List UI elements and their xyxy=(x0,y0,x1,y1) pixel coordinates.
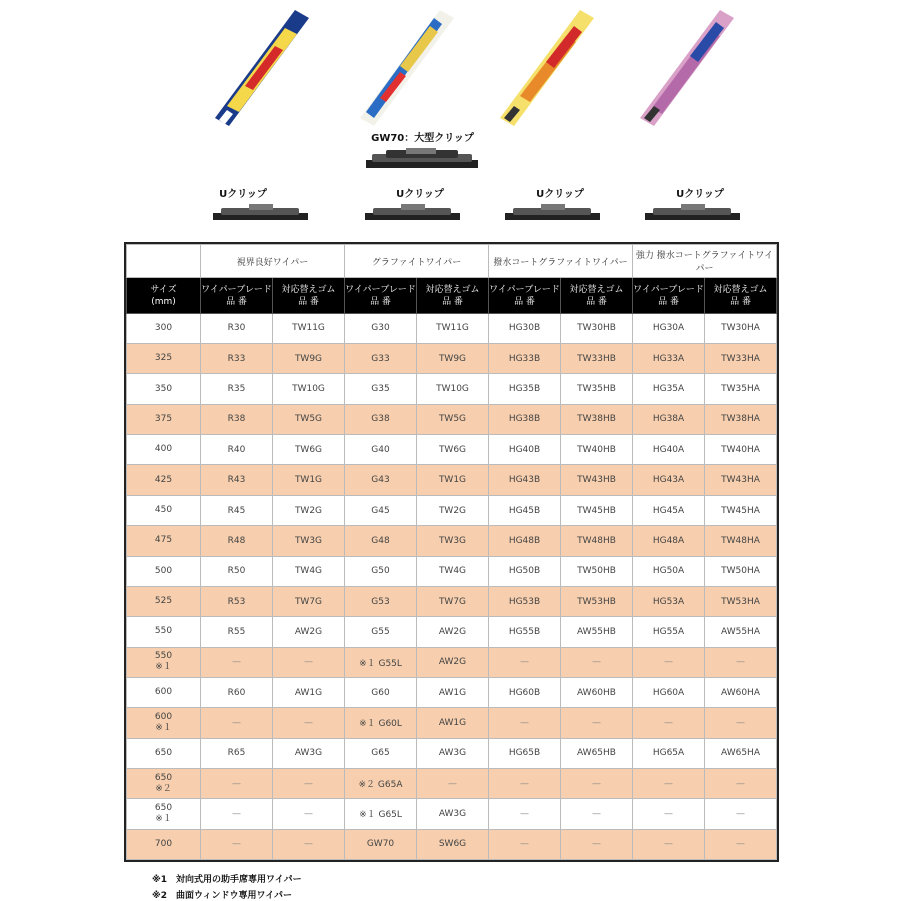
blade-part-cell: R55 xyxy=(201,617,273,647)
size-cell: 600 ※１ xyxy=(127,708,201,738)
blade-part-cell: G65 xyxy=(345,738,417,768)
blade-part-cell: G53 xyxy=(345,586,417,616)
rubber-part-cell: TW50HA xyxy=(705,556,777,586)
blade-part-cell: R65 xyxy=(201,738,273,768)
blade-part-cell: R48 xyxy=(201,526,273,556)
u-clip-image-4 xyxy=(645,201,740,225)
blade-part-cell: HG50B xyxy=(489,556,561,586)
blade-part-cell: R53 xyxy=(201,586,273,616)
blade-part-cell: G60 xyxy=(345,677,417,707)
table-row xyxy=(127,465,777,495)
rubber-part-cell: TW7G xyxy=(273,586,345,616)
blade-part-cell: G43 xyxy=(345,465,417,495)
rubber-part-cell: AW1G xyxy=(273,677,345,707)
blade-part-cell: HG45B xyxy=(489,495,561,525)
blade-part-cell: R50 xyxy=(201,556,273,586)
category-blank xyxy=(127,245,201,278)
rubber-part-cell: TW38HA xyxy=(705,404,777,434)
blade-part-cell: HG35A xyxy=(633,374,705,404)
u-clip-label-3: Uクリップ xyxy=(536,189,584,200)
blade-part-cell: — xyxy=(489,647,561,677)
blade-part-cell: R45 xyxy=(201,495,273,525)
size-cell: 550 ※１ xyxy=(127,647,201,677)
rubber-part-cell: TW1G xyxy=(273,465,345,495)
blade-part-cell: HG65B xyxy=(489,738,561,768)
rubber-part-cell: TW43HA xyxy=(705,465,777,495)
blade-part-cell: HG43B xyxy=(489,465,561,495)
size-cell: 500 xyxy=(127,556,201,586)
rubber-part-cell: AW65HB xyxy=(561,738,633,768)
blade-part-cell: HG40A xyxy=(633,435,705,465)
size-cell: 450 xyxy=(127,495,201,525)
rubber-part-cell: TW40HA xyxy=(705,435,777,465)
product-package-graphite xyxy=(350,6,460,126)
table-row xyxy=(127,617,777,647)
rubber-part-cell: — xyxy=(561,829,633,859)
rubber-part-cell: AW3G xyxy=(417,738,489,768)
rubber-part-cell: TW2G xyxy=(417,495,489,525)
blade-part-cell: HG48A xyxy=(633,526,705,556)
rubber-header: 対応替えゴム 品 番 xyxy=(417,278,489,313)
table-row xyxy=(127,677,777,707)
rubber-part-cell: AW55HA xyxy=(705,617,777,647)
blade-part-cell: HG48B xyxy=(489,526,561,556)
blade-part-cell: R43 xyxy=(201,465,273,495)
rubber-part-cell: TW10G xyxy=(273,374,345,404)
gw70-clip-label: GW70：大型クリップ xyxy=(371,133,474,144)
blade-part-cell: HG60B xyxy=(489,677,561,707)
footnote-1: ※1 対向式用の助手席専用ワイパー xyxy=(152,875,302,885)
u-clip-image-1 xyxy=(213,201,308,225)
blade-part-cell: HG53B xyxy=(489,586,561,616)
size-cell: 400 xyxy=(127,435,201,465)
rubber-header: 対応替えゴム 品 番 xyxy=(561,278,633,313)
header-row xyxy=(127,278,777,313)
blade-part-cell: — xyxy=(489,768,561,798)
rubber-part-cell: — xyxy=(705,708,777,738)
product-package-shikai-ryoko xyxy=(205,6,315,126)
rubber-part-cell: TW35HA xyxy=(705,374,777,404)
large-clip-image xyxy=(366,146,478,174)
rubber-part-cell: — xyxy=(561,768,633,798)
rubber-part-cell: TW53HB xyxy=(561,586,633,616)
blade-part-cell: HG40B xyxy=(489,435,561,465)
rubber-part-cell: AW60HA xyxy=(705,677,777,707)
table-row xyxy=(127,344,777,374)
blade-part-cell: — xyxy=(489,799,561,829)
blade-part-cell: — xyxy=(633,799,705,829)
blade-part-cell: GW70 xyxy=(345,829,417,859)
blade-part-cell: HG55B xyxy=(489,617,561,647)
rubber-part-cell: AW65HA xyxy=(705,738,777,768)
blade-part-cell: HG38A xyxy=(633,404,705,434)
rubber-header: 対応替えゴム 品 番 xyxy=(273,278,345,313)
blade-part-cell: — xyxy=(489,708,561,738)
rubber-part-cell: TW48HB xyxy=(561,526,633,556)
rubber-part-cell: TW4G xyxy=(273,556,345,586)
rubber-part-cell: TW48HA xyxy=(705,526,777,556)
blade-part-cell: G33 xyxy=(345,344,417,374)
blade-part-cell: — xyxy=(201,647,273,677)
rubber-part-cell: TW5G xyxy=(417,404,489,434)
blade-part-cell: HG60A xyxy=(633,677,705,707)
size-cell: 300 xyxy=(127,313,201,343)
rubber-part-cell: — xyxy=(273,799,345,829)
blade-part-cell: — xyxy=(201,708,273,738)
rubber-part-cell: TW35HB xyxy=(561,374,633,404)
u-clip-label-1: Uクリップ xyxy=(219,189,267,200)
rubber-part-cell: TW38HB xyxy=(561,404,633,434)
product-package-kyoryoku-hassui xyxy=(630,6,740,126)
rubber-part-cell: TW9G xyxy=(273,344,345,374)
blade-part-cell: R30 xyxy=(201,313,273,343)
product-package-hassui-graphite xyxy=(490,6,600,126)
rubber-part-cell: AW2G xyxy=(417,617,489,647)
rubber-part-cell: AW1G xyxy=(417,677,489,707)
blade-part-cell: R60 xyxy=(201,677,273,707)
wiper-size-table xyxy=(124,242,779,862)
rubber-part-cell: TW53HA xyxy=(705,586,777,616)
blade-part-cell: G35 xyxy=(345,374,417,404)
rubber-header: 対応替えゴム 品 番 xyxy=(705,278,777,313)
size-header: サイズ (mm) xyxy=(127,278,201,313)
size-cell: 375 xyxy=(127,404,201,434)
blade-part-cell: HG33B xyxy=(489,344,561,374)
rubber-part-cell: AW2G xyxy=(273,617,345,647)
rubber-part-cell: SW6G xyxy=(417,829,489,859)
size-cell: 350 xyxy=(127,374,201,404)
table-row xyxy=(127,799,777,829)
blade-part-cell: — xyxy=(633,829,705,859)
rubber-part-cell: TW30HA xyxy=(705,313,777,343)
table-row xyxy=(127,738,777,768)
blade-part-cell: — xyxy=(633,647,705,677)
blade-part-cell: HG65A xyxy=(633,738,705,768)
rubber-part-cell: TW3G xyxy=(417,526,489,556)
blade-part-cell: ※１ G65L xyxy=(345,799,417,829)
rubber-part-cell: TW9G xyxy=(417,344,489,374)
size-cell: 650 ※１ xyxy=(127,799,201,829)
rubber-part-cell: — xyxy=(561,708,633,738)
rubber-part-cell: TW50HB xyxy=(561,556,633,586)
blade-part-cell: — xyxy=(201,768,273,798)
u-clip-image-2 xyxy=(365,201,460,225)
blade-part-cell: ※２ G65A xyxy=(345,768,417,798)
table-row xyxy=(127,435,777,465)
blade-header: ワイパーブレード 品 番 xyxy=(489,278,561,313)
blade-part-cell: G55 xyxy=(345,617,417,647)
table-row xyxy=(127,374,777,404)
blade-part-cell: HG43A xyxy=(633,465,705,495)
size-cell: 325 xyxy=(127,344,201,374)
blade-part-cell: HG30A xyxy=(633,313,705,343)
rubber-part-cell: TW45HB xyxy=(561,495,633,525)
table-row xyxy=(127,586,777,616)
blade-part-cell: HG50A xyxy=(633,556,705,586)
blade-part-cell: HG30B xyxy=(489,313,561,343)
rubber-part-cell: — xyxy=(273,647,345,677)
blade-part-cell: R40 xyxy=(201,435,273,465)
table-row xyxy=(127,495,777,525)
rubber-part-cell: TW4G xyxy=(417,556,489,586)
size-cell: 650 xyxy=(127,738,201,768)
rubber-part-cell: TW33HB xyxy=(561,344,633,374)
blade-part-cell: HG38B xyxy=(489,404,561,434)
blade-part-cell: — xyxy=(633,708,705,738)
rubber-part-cell: AW3G xyxy=(273,738,345,768)
rubber-part-cell: TW30HB xyxy=(561,313,633,343)
u-clip-label-4: Uクリップ xyxy=(676,189,724,200)
rubber-part-cell: — xyxy=(561,799,633,829)
rubber-part-cell: TW5G xyxy=(273,404,345,434)
category-shikai-ryoko: 視界良好ワイパー xyxy=(201,245,345,278)
category-kyoryoku-hassui: 強力 撥水コートグラファイトワイパー xyxy=(633,245,777,278)
blade-part-cell: G38 xyxy=(345,404,417,434)
size-cell: 700 xyxy=(127,829,201,859)
rubber-part-cell: — xyxy=(273,768,345,798)
blade-part-cell: HG55A xyxy=(633,617,705,647)
table-row xyxy=(127,708,777,738)
rubber-part-cell: TW40HB xyxy=(561,435,633,465)
blade-part-cell: — xyxy=(633,768,705,798)
rubber-part-cell: — xyxy=(705,647,777,677)
rubber-part-cell: AW55HB xyxy=(561,617,633,647)
blade-header: ワイパーブレード 品 番 xyxy=(633,278,705,313)
blade-part-cell: G30 xyxy=(345,313,417,343)
rubber-part-cell: TW11G xyxy=(273,313,345,343)
table-row xyxy=(127,647,777,677)
rubber-part-cell: TW1G xyxy=(417,465,489,495)
size-cell: 600 xyxy=(127,677,201,707)
category-graphite: グラファイトワイパー xyxy=(345,245,489,278)
table-row xyxy=(127,526,777,556)
blade-part-cell: G48 xyxy=(345,526,417,556)
blade-part-cell: G50 xyxy=(345,556,417,586)
rubber-part-cell: — xyxy=(417,768,489,798)
blade-part-cell: R35 xyxy=(201,374,273,404)
rubber-part-cell: AW3G xyxy=(417,799,489,829)
blade-part-cell: G45 xyxy=(345,495,417,525)
blade-part-cell: ※１ G55L xyxy=(345,647,417,677)
rubber-part-cell: TW6G xyxy=(273,435,345,465)
rubber-part-cell: TW3G xyxy=(273,526,345,556)
size-cell: 475 xyxy=(127,526,201,556)
rubber-part-cell: — xyxy=(561,647,633,677)
rubber-part-cell: — xyxy=(705,799,777,829)
table-row xyxy=(127,829,777,859)
size-cell: 550 xyxy=(127,617,201,647)
category-hassui-graphite: 撥水コートグラファイトワイパー xyxy=(489,245,633,278)
table-row xyxy=(127,768,777,798)
rubber-part-cell: TW43HB xyxy=(561,465,633,495)
rubber-part-cell: — xyxy=(273,708,345,738)
size-cell: 525 xyxy=(127,586,201,616)
table-row xyxy=(127,313,777,343)
rubber-part-cell: TW7G xyxy=(417,586,489,616)
rubber-part-cell: AW60HB xyxy=(561,677,633,707)
blade-part-cell: HG35B xyxy=(489,374,561,404)
blade-part-cell: ※１ G60L xyxy=(345,708,417,738)
blade-header: ワイパーブレード 品 番 xyxy=(201,278,273,313)
blade-part-cell: HG53A xyxy=(633,586,705,616)
blade-part-cell: G40 xyxy=(345,435,417,465)
blade-part-cell: — xyxy=(201,829,273,859)
rubber-part-cell: AW1G xyxy=(417,708,489,738)
footnote-2: ※2 曲面ウィンドウ専用ワイパー xyxy=(152,891,293,901)
table-row xyxy=(127,556,777,586)
size-cell: 425 xyxy=(127,465,201,495)
u-clip-image-3 xyxy=(505,201,600,225)
rubber-part-cell: — xyxy=(705,768,777,798)
rubber-part-cell: TW2G xyxy=(273,495,345,525)
size-cell: 650 ※２ xyxy=(127,768,201,798)
blade-part-cell: R38 xyxy=(201,404,273,434)
blade-part-cell: HG45A xyxy=(633,495,705,525)
u-clip-label-2: Uクリップ xyxy=(396,189,444,200)
table-row xyxy=(127,404,777,434)
blade-part-cell: R33 xyxy=(201,344,273,374)
blade-header: ワイパーブレード 品 番 xyxy=(345,278,417,313)
rubber-part-cell: TW11G xyxy=(417,313,489,343)
blade-part-cell: — xyxy=(489,829,561,859)
rubber-part-cell: TW45HA xyxy=(705,495,777,525)
category-row xyxy=(127,245,777,278)
blade-part-cell: — xyxy=(201,799,273,829)
blade-part-cell: HG33A xyxy=(633,344,705,374)
rubber-part-cell: TW6G xyxy=(417,435,489,465)
rubber-part-cell: — xyxy=(705,829,777,859)
rubber-part-cell: TW33HA xyxy=(705,344,777,374)
rubber-part-cell: TW10G xyxy=(417,374,489,404)
rubber-part-cell: AW2G xyxy=(417,647,489,677)
rubber-part-cell: — xyxy=(273,829,345,859)
